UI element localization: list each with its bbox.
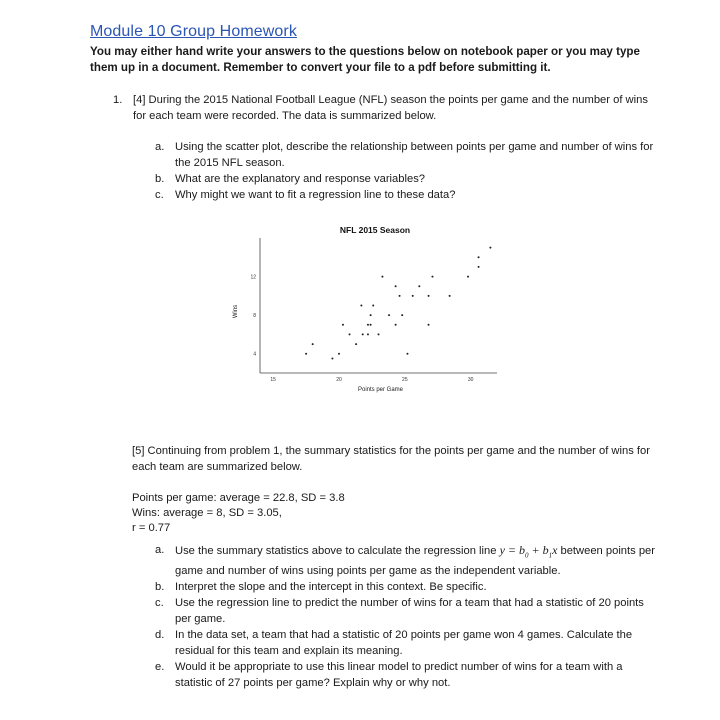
eq-x: x [552, 543, 558, 557]
eq-b0: b [519, 543, 526, 557]
list-item [155, 171, 655, 187]
stat-line: Points per game: average = 22.8, SD = 3.8 [132, 492, 345, 504]
eq-sub1: 1 [548, 551, 553, 560]
x-tick-label: 20 [336, 377, 342, 383]
data-point [428, 295, 430, 297]
data-point [370, 314, 372, 316]
x-tick-label: 25 [402, 377, 408, 383]
part-text: Interpret the slope and the intercept in this context. Be specific. [175, 581, 487, 594]
data-point [478, 256, 480, 258]
part-letter: c. [155, 189, 164, 201]
data-point [489, 247, 491, 249]
eq-equals: = [507, 543, 517, 557]
data-point [478, 266, 480, 268]
stat-line: Wins: average = 8, SD = 3.05, [132, 507, 282, 519]
question-text: [4] During the 2015 National Football League (NFL) season the points per game and the number of wins for each team were recorded. The data is summarized below. [133, 94, 648, 122]
y-tick-label: 8 [253, 313, 256, 320]
data-point [360, 305, 362, 307]
part-text: What are the explanatory and response variables? [175, 173, 426, 185]
document-title: Module 10 Group Homework [90, 23, 297, 40]
data-point [342, 324, 344, 326]
data-point [449, 295, 451, 297]
intro-paragraph: You may either hand write your answers to the questions below on notebook paper or you may type them up in a document. Remember to convert your file to a pdf before submitting it. [90, 45, 640, 74]
part-letter: a. [155, 544, 165, 556]
data-point [467, 276, 469, 278]
data-points [305, 247, 491, 360]
data-point [331, 358, 333, 360]
part-text: Using the scatter plot, describe the relationship between points per game and number of wins for the 2015 NFL season. [175, 141, 654, 169]
eq-sub0: 0 [525, 551, 529, 560]
chart-title: NFL 2015 Season [339, 225, 411, 235]
data-point [381, 276, 383, 278]
data-point [338, 353, 340, 355]
y-tick-label: 4 [253, 351, 256, 358]
data-point [406, 353, 408, 355]
data-point [367, 324, 369, 326]
summary-statistics [132, 491, 345, 536]
part-text: In the data set, a team that had a statistic of 20 points per game won 4 games. Calculate the residual for this team and explain its meaning. [175, 629, 633, 658]
question-number: 1. [113, 94, 123, 106]
part-text: Use the regression line to predict the number of wins for a team that had a statistic of 20 points per game. [175, 597, 644, 626]
data-point [418, 285, 420, 287]
list-item [155, 579, 655, 595]
question-1-parts [155, 139, 655, 203]
data-point [370, 324, 372, 326]
question-2-parts [155, 542, 655, 691]
regression-equation [499, 543, 561, 560]
x-axis-label: Points per Game [357, 387, 404, 393]
list-item [155, 659, 655, 691]
question-2-text: [5] Continuing from problem 1, the summary statistics for the points per game and the number of wins for each team are summarized below. [132, 445, 650, 473]
data-point [372, 305, 374, 307]
part-text: Why might we want to fit a regression line to these data? [175, 189, 456, 201]
part-text: Use the summary statistics above to calculate the regression line [175, 545, 497, 557]
axis-ticks [250, 275, 473, 383]
data-point [412, 295, 414, 297]
part-text-continued: between points per game and number of wins using points per game as the independent variable. [175, 545, 656, 578]
data-point [388, 314, 390, 316]
eq-b1: b [542, 543, 549, 557]
scatter-plot-svg [225, 218, 505, 403]
list-item [155, 627, 655, 659]
list-item [155, 187, 655, 203]
data-point [378, 333, 380, 335]
list-item [155, 595, 655, 627]
part-letter: b. [155, 173, 165, 185]
part-letter: c. [155, 597, 164, 610]
y-axis-label: Wins [233, 304, 239, 319]
eq-plus: + [531, 543, 540, 557]
data-point [312, 343, 314, 345]
part-text: Would it be appropriate to use this linear model to predict number of wins for a team with a statistic of 27 points per game? Explain why or why not. [175, 661, 623, 690]
x-tick-label: 15 [270, 377, 276, 383]
part-letter: d. [155, 629, 165, 642]
data-point [428, 324, 430, 326]
eq-y: y [499, 543, 505, 557]
data-point [399, 295, 401, 297]
data-point [367, 333, 369, 335]
data-point [349, 333, 351, 335]
data-point [305, 353, 307, 355]
data-point [395, 285, 397, 287]
stat-line: r = 0.77 [132, 522, 171, 534]
part-letter: b. [155, 581, 165, 594]
y-tick-label: 12 [250, 274, 256, 281]
part-letter: a. [155, 141, 165, 153]
x-tick-label: 30 [467, 377, 474, 383]
list-item [155, 139, 655, 171]
scatter-chart [225, 218, 505, 403]
data-point [362, 333, 364, 335]
part-letter: e. [155, 661, 165, 674]
list-item [155, 542, 655, 579]
data-point [395, 324, 397, 326]
data-point [401, 314, 403, 316]
data-point [355, 343, 357, 345]
data-point [431, 276, 433, 278]
